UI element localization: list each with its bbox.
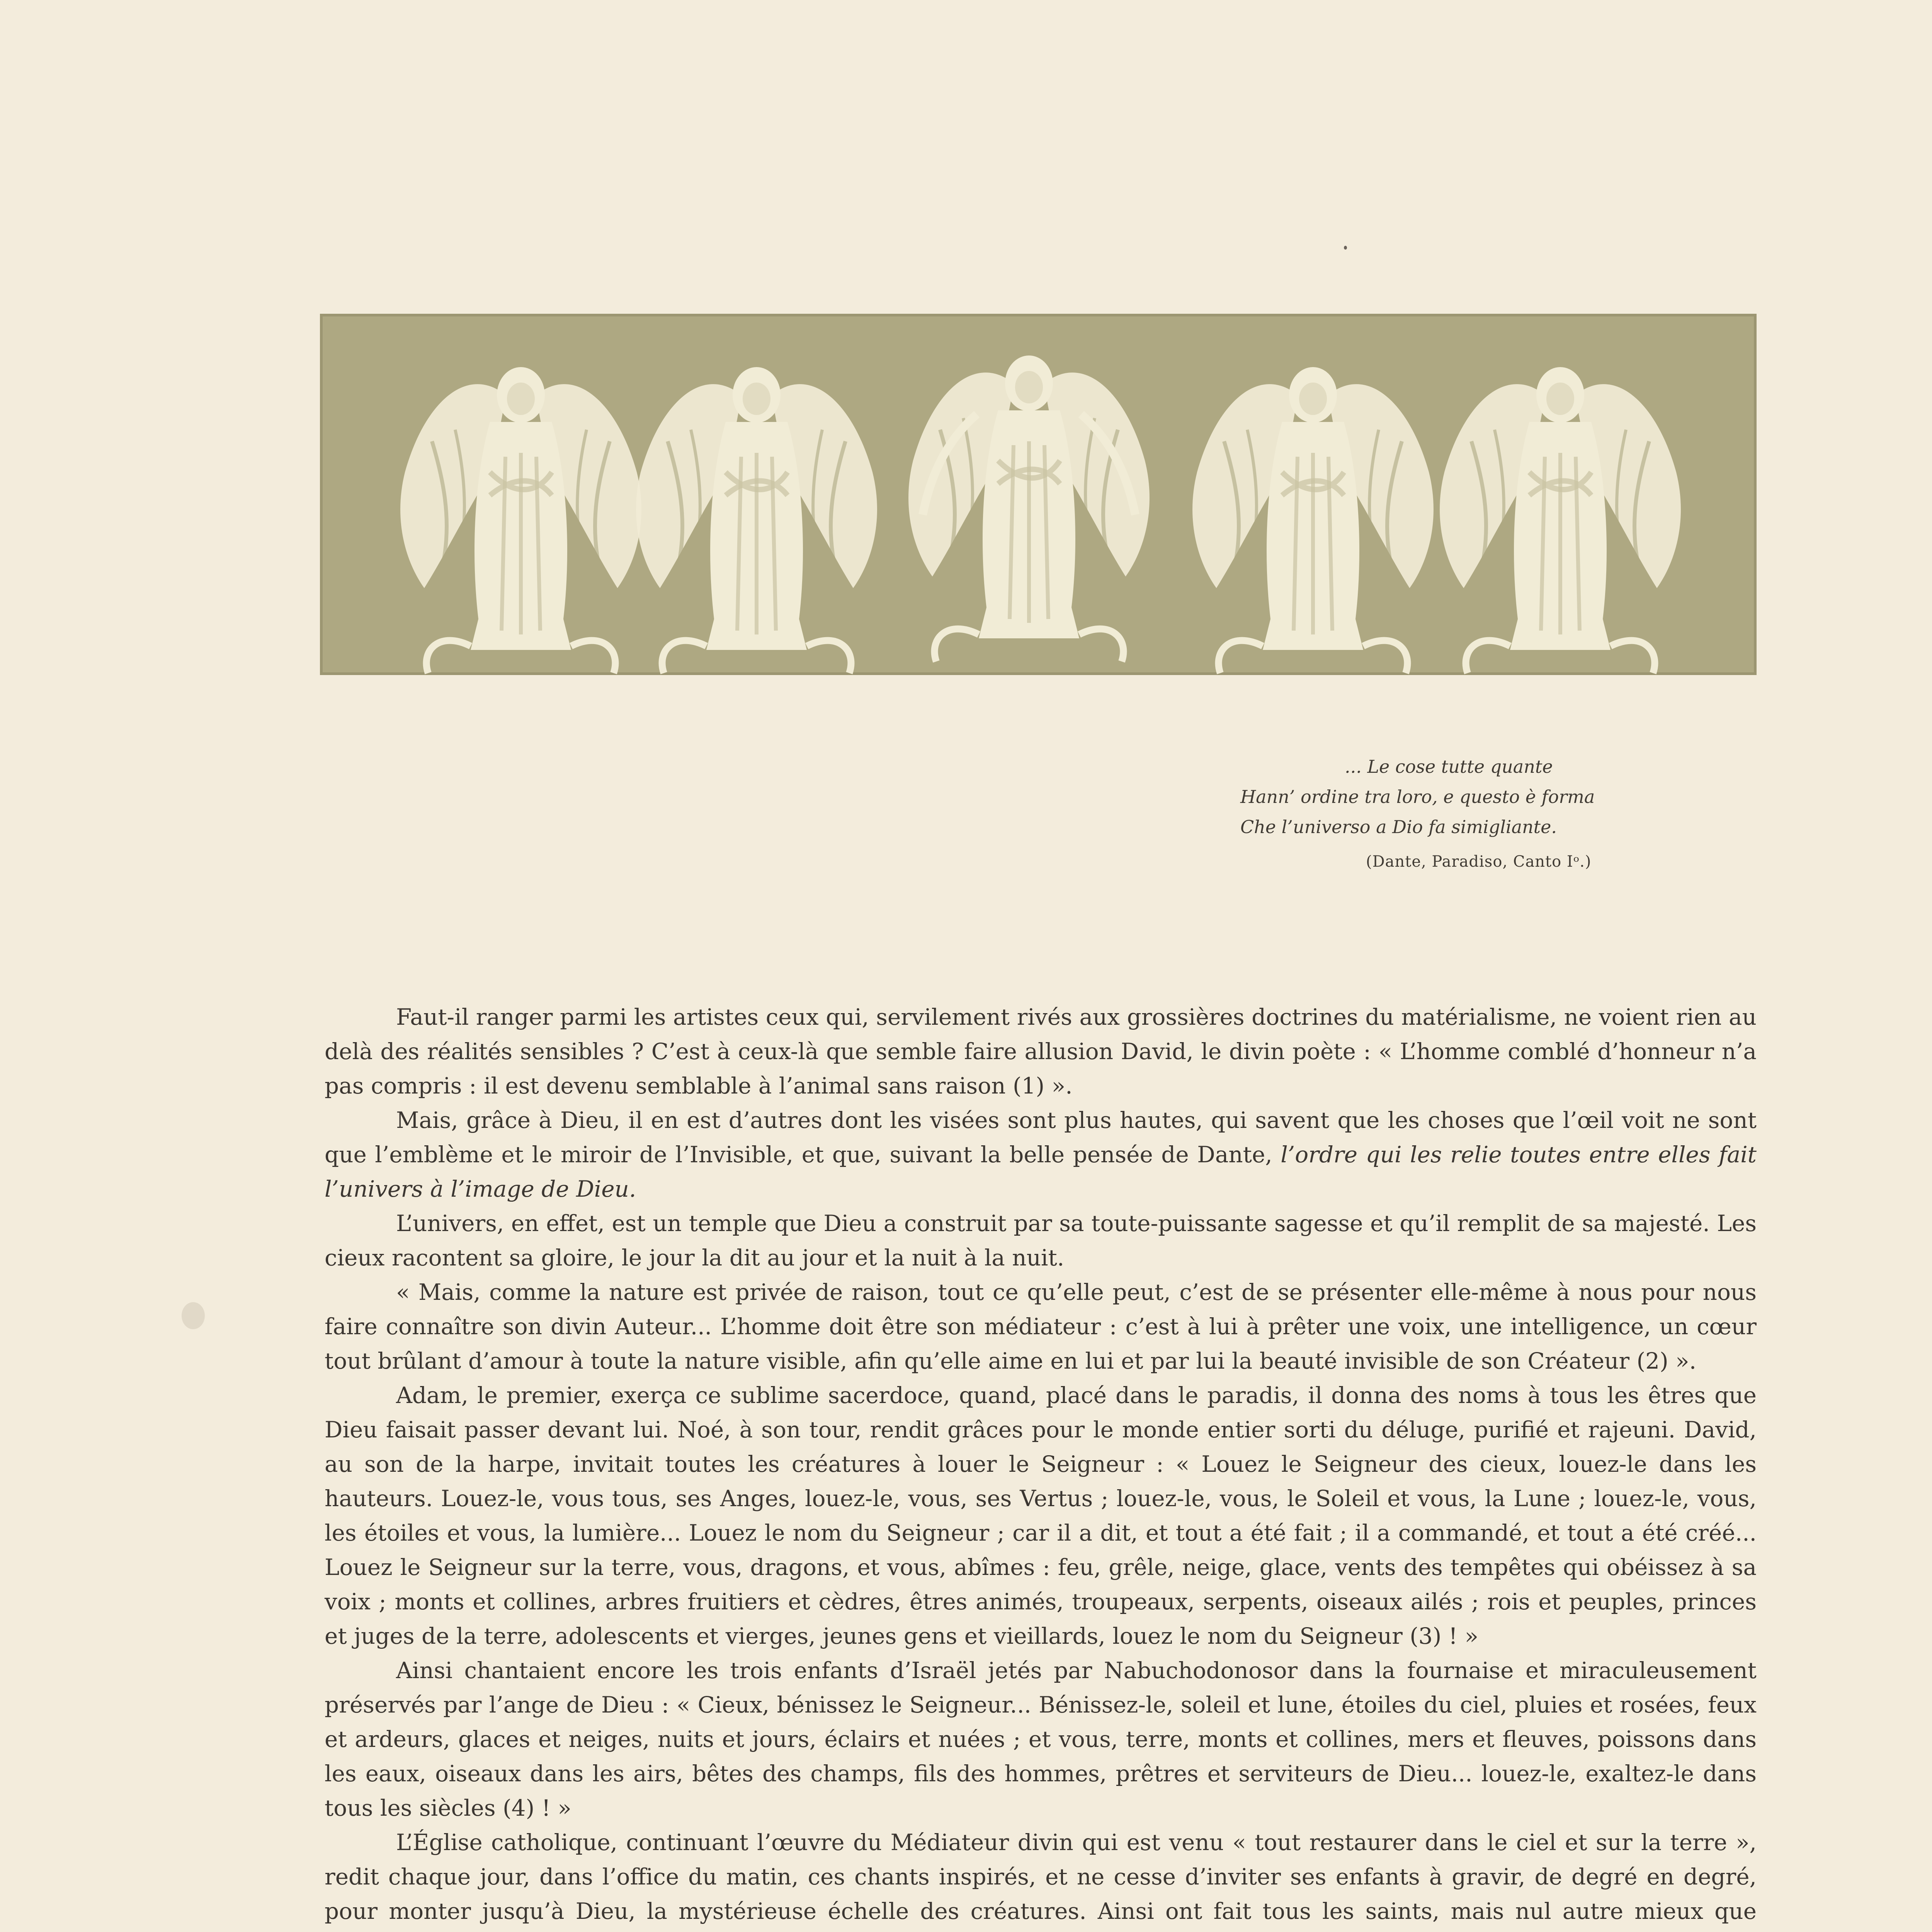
paragraph-7: L’Église catholique, continuant l’œuvre du Médiateur divin qui est venu « tout restaurer dans le ciel et sur la terre », redit chaque jour, dans l’office du matin, ces chants inspirés, et ne cesse d’inviter ses enfants à gravir, de degré en degré, pour monter jusqu’à Dieu, la mystérieuse échelle des créatures. Ainsi ont fait tous les saints, mais nul autre mieux que [325, 1829, 1757, 1924]
angels-frieze-svg [320, 314, 1757, 675]
paragraph-3: L’univers, en effet, est un temple que Dieu a construit par sa toute-puissante sagesse et qu’il remplit de sa majesté. Les cieux racontent sa gloire, le jour la dit au jour et la nuit à la nuit. [325, 1210, 1757, 1271]
paragraph-5: Adam, le premier, exerça ce sublime sacerdoce, quand, placé dans le paradis, il donna des noms à tous les êtres que Dieu faisait passer devant lui. Noé, à son tour, rendit grâces pour le monde entier sorti du déluge, purifié et rajeuni. David, au son de la harpe, invitait toutes les créatures à louer le Seigneur : « Louez le Seigneur des cieux, louez-le dans les hauteurs. Louez-le, vous tous, ses Anges, louez-le, vous, ses Vertus ; louez-le, vous, le Soleil et vous, la Lune ; louez-le, vous, les étoiles et vous, la lumière... Louez le nom du Seigneur ; car il a dit, et tout a été fait ; il a commandé, et tout a été créé... Louez le Seigneur sur la terre, vous, dragons, et vous, abîmes : feu, grêle, neige, glace, vents des tempêtes qui obéissez à sa voix ; monts et collines, arbres fruitiers et cèdres, êtres animés, troupeaux, serpents, oiseaux ailés ; rois et peuples, princes et juges de la terre, adolescents et vierges, jeunes gens et vieillards, louez le nom du Seigneur (3) ! » [325, 1382, 1757, 1649]
epigraph [1240, 752, 1627, 877]
paragraph-2 [325, 1103, 1757, 1206]
paragraph-1: Faut-il ranger parmi les artistes ceux qui, servilement rivés aux grossières doctrines du matérialisme, ne voient rien au delà des réalités sensibles ? C’est à ceux-là que semble faire allusion David, le divin poète : « L’homme comblé d’honneur n’a pas compris : il est devenu semblable à l’animal sans raison (1) ». [325, 1004, 1757, 1099]
ink-speck [1344, 246, 1347, 250]
body-text [325, 1000, 1757, 1932]
angels-frieze-illustration [320, 314, 1757, 675]
paragraph-4: « Mais, comme la nature est privée de raison, tout ce qu’elle peut, c’est de se présenter elle-même à nous pour nous faire connaître son divin Auteur... L’homme doit être son médiateur : c’est à lui à prêter une voix, une intelligence, un cœur tout brûlant d’amour à toute la nature visible, afin qu’elle aime en lui et par lui la beauté invisible de son Créateur (2) ». [325, 1279, 1757, 1374]
epigraph-source: (Dante, Paradiso, Canto Iᵒ.) [1366, 853, 1592, 871]
paper-blemish [182, 1302, 205, 1329]
epigraph-line-1: ... Le cose tutte quante [1345, 756, 1553, 777]
epigraph-line-3: Che l’universo a Dio fa simigliante. [1240, 816, 1557, 837]
epigraph-line-2: Hann’ ordine tra loro, e questo è forma [1240, 786, 1595, 807]
paragraph-2-italic: l’ordre qui les relie toutes entre elles fait l’univers à l’image de Dieu. [325, 1141, 1757, 1202]
paragraph-2-text: Mais, grâce à Dieu, il en est d’autres dont les visées sont plus hautes, qui savent que les choses que l’œil voit ne sont que l’emblème et le miroir de l’Invisible, et que, suivant la belle pensée de Dante, [325, 1107, 1757, 1168]
paragraph-6: Ainsi chantaient encore les trois enfants d’Israël jetés par Nabuchodonosor dans la fournaise et miraculeusement préservés par l’ange de Dieu : « Cieux, bénissez le Seigneur... Bénissez-le, soleil et lune, étoiles du ciel, pluies et rosées, feux et ardeurs, glaces et neiges, nuits et jours, éclairs et nuées ; et vous, terre, monts et collines, mers et fleuves, poissons dans les eaux, oiseaux dans les airs, bêtes des champs, fils des hommes, prêtres et serviteurs de Dieu... louez-le, exaltez-le dans tous les siècles (4) ! » [325, 1657, 1757, 1821]
